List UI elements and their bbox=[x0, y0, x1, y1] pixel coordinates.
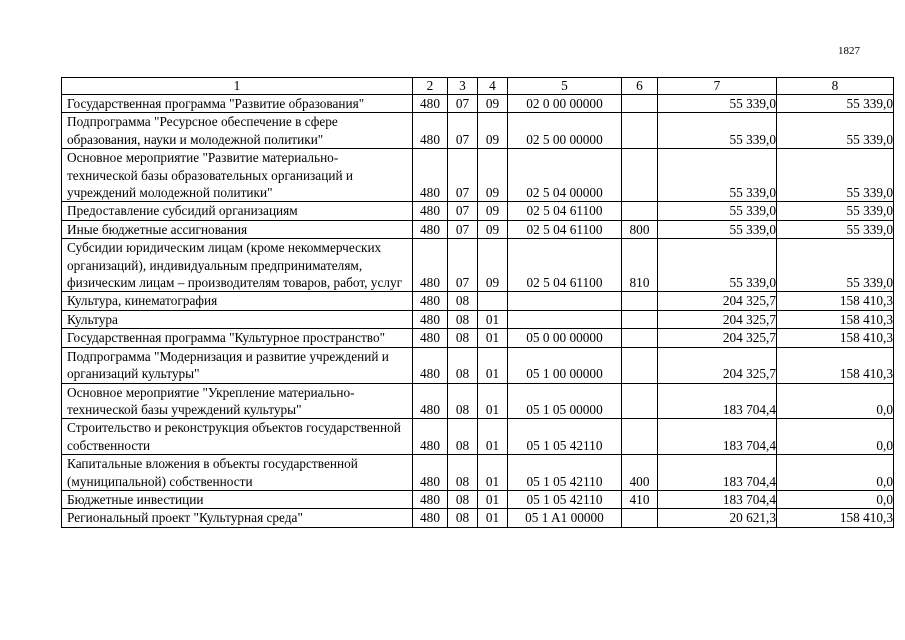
row-name-cell: Капитальные вложения в объекты государственной (муниципальной) собственности bbox=[62, 455, 413, 491]
section-code-cell: 08 bbox=[448, 347, 478, 383]
row-name-cell: Подпрограмма "Ресурсное обеспечение в сфере образования, науки и молодежной политики" bbox=[62, 113, 413, 149]
section-code-cell: 08 bbox=[448, 419, 478, 455]
ved-code-cell: 480 bbox=[413, 347, 448, 383]
expense-type-cell bbox=[622, 95, 658, 113]
amount-1-cell: 55 339,0 bbox=[658, 95, 777, 113]
row-name-cell: Подпрограмма "Модернизация и развитие учреждений и организаций культуры" bbox=[62, 347, 413, 383]
expense-type-cell: 810 bbox=[622, 239, 658, 292]
ved-code-cell: 480 bbox=[413, 113, 448, 149]
ved-code-cell: 480 bbox=[413, 329, 448, 347]
amount-2-cell: 55 339,0 bbox=[777, 202, 894, 220]
ved-code-cell: 480 bbox=[413, 239, 448, 292]
subsection-code-cell bbox=[478, 292, 508, 310]
section-code-cell: 08 bbox=[448, 292, 478, 310]
ved-code-cell: 480 bbox=[413, 95, 448, 113]
row-name-cell: Культура bbox=[62, 310, 413, 328]
subsection-code-cell: 09 bbox=[478, 149, 508, 202]
header-cell: 5 bbox=[508, 78, 622, 95]
section-code-cell: 07 bbox=[448, 95, 478, 113]
amount-1-cell: 20 621,3 bbox=[658, 509, 777, 527]
section-code-cell: 07 bbox=[448, 113, 478, 149]
amount-1-cell: 55 339,0 bbox=[658, 149, 777, 202]
subsection-code-cell: 01 bbox=[478, 383, 508, 419]
ved-code-cell: 480 bbox=[413, 383, 448, 419]
ved-code-cell: 480 bbox=[413, 509, 448, 527]
subsection-code-cell: 01 bbox=[478, 310, 508, 328]
target-article-cell: 02 5 04 61100 bbox=[508, 239, 622, 292]
target-article-cell: 05 1 A1 00000 bbox=[508, 509, 622, 527]
amount-1-cell: 204 325,7 bbox=[658, 310, 777, 328]
amount-1-cell: 55 339,0 bbox=[658, 202, 777, 220]
table-row bbox=[62, 95, 894, 113]
header-cell: 1 bbox=[62, 78, 413, 95]
subsection-code-cell: 01 bbox=[478, 455, 508, 491]
header-cell: 3 bbox=[448, 78, 478, 95]
target-article-cell: 05 1 05 42110 bbox=[508, 455, 622, 491]
amount-1-cell: 183 704,4 bbox=[658, 490, 777, 508]
table-row bbox=[62, 310, 894, 328]
row-name-cell: Основное мероприятие "Развитие материально-технической базы образовательных организаций и учреждений молодежной политики" bbox=[62, 149, 413, 202]
target-article-cell bbox=[508, 310, 622, 328]
header-cell: 4 bbox=[478, 78, 508, 95]
target-article-cell: 02 0 00 00000 bbox=[508, 95, 622, 113]
ved-code-cell: 480 bbox=[413, 455, 448, 491]
section-code-cell: 07 bbox=[448, 202, 478, 220]
header-cell: 7 bbox=[658, 78, 777, 95]
subsection-code-cell: 09 bbox=[478, 220, 508, 238]
target-article-cell: 02 5 04 61100 bbox=[508, 202, 622, 220]
expense-type-cell bbox=[622, 347, 658, 383]
expense-type-cell bbox=[622, 509, 658, 527]
amount-2-cell: 55 339,0 bbox=[777, 113, 894, 149]
amount-2-cell: 158 410,3 bbox=[777, 292, 894, 310]
amount-2-cell: 158 410,3 bbox=[777, 509, 894, 527]
section-code-cell: 08 bbox=[448, 383, 478, 419]
amount-2-cell: 55 339,0 bbox=[777, 220, 894, 238]
row-name-cell: Субсидии юридическим лицам (кроме некоммерческих организаций), индивидуальным предпринимателям, физическим лицам – производителям товаров, работ, услуг bbox=[62, 239, 413, 292]
subsection-code-cell: 01 bbox=[478, 347, 508, 383]
table-row bbox=[62, 383, 894, 419]
row-name-cell: Культура, кинематография bbox=[62, 292, 413, 310]
target-article-cell: 05 1 05 42110 bbox=[508, 419, 622, 455]
subsection-code-cell: 09 bbox=[478, 202, 508, 220]
page-number: 1827 bbox=[838, 45, 860, 57]
ved-code-cell: 480 bbox=[413, 149, 448, 202]
amount-2-cell: 55 339,0 bbox=[777, 149, 894, 202]
expense-type-cell bbox=[622, 292, 658, 310]
amount-2-cell: 0,0 bbox=[777, 383, 894, 419]
table-row bbox=[62, 455, 894, 491]
amount-1-cell: 55 339,0 bbox=[658, 239, 777, 292]
row-name-cell: Основное мероприятие "Укрепление материально-технической базы учреждений культуры" bbox=[62, 383, 413, 419]
amount-1-cell: 183 704,4 bbox=[658, 419, 777, 455]
table-row bbox=[62, 220, 894, 238]
expense-type-cell bbox=[622, 329, 658, 347]
expense-type-cell bbox=[622, 419, 658, 455]
target-article-cell bbox=[508, 292, 622, 310]
ved-code-cell: 480 bbox=[413, 292, 448, 310]
amount-2-cell: 0,0 bbox=[777, 490, 894, 508]
section-code-cell: 08 bbox=[448, 310, 478, 328]
row-name-cell: Государственная программа "Культурное пространство" bbox=[62, 329, 413, 347]
section-code-cell: 08 bbox=[448, 509, 478, 527]
header-cell: 2 bbox=[413, 78, 448, 95]
amount-2-cell: 158 410,3 bbox=[777, 310, 894, 328]
amount-1-cell: 55 339,0 bbox=[658, 113, 777, 149]
ved-code-cell: 480 bbox=[413, 202, 448, 220]
subsection-code-cell: 01 bbox=[478, 419, 508, 455]
row-name-cell: Региональный проект "Культурная среда" bbox=[62, 509, 413, 527]
amount-2-cell: 158 410,3 bbox=[777, 329, 894, 347]
section-code-cell: 08 bbox=[448, 490, 478, 508]
subsection-code-cell: 01 bbox=[478, 490, 508, 508]
expense-type-cell bbox=[622, 310, 658, 328]
budget-table bbox=[61, 77, 894, 528]
amount-1-cell: 204 325,7 bbox=[658, 347, 777, 383]
expense-type-cell: 800 bbox=[622, 220, 658, 238]
expense-type-cell bbox=[622, 113, 658, 149]
subsection-code-cell: 09 bbox=[478, 113, 508, 149]
amount-1-cell: 204 325,7 bbox=[658, 292, 777, 310]
table-row bbox=[62, 292, 894, 310]
amount-2-cell: 158 410,3 bbox=[777, 347, 894, 383]
table-row bbox=[62, 490, 894, 508]
table-row bbox=[62, 509, 894, 527]
header-cell: 8 bbox=[777, 78, 894, 95]
amount-2-cell: 0,0 bbox=[777, 455, 894, 491]
section-code-cell: 07 bbox=[448, 149, 478, 202]
amount-2-cell: 0,0 bbox=[777, 419, 894, 455]
expense-type-cell bbox=[622, 383, 658, 419]
expense-type-cell: 410 bbox=[622, 490, 658, 508]
target-article-cell: 02 5 00 00000 bbox=[508, 113, 622, 149]
header-cell: 6 bbox=[622, 78, 658, 95]
amount-1-cell: 55 339,0 bbox=[658, 220, 777, 238]
row-name-cell: Государственная программа "Развитие образования" bbox=[62, 95, 413, 113]
row-name-cell: Бюджетные инвестиции bbox=[62, 490, 413, 508]
ved-code-cell: 480 bbox=[413, 220, 448, 238]
table-row bbox=[62, 419, 894, 455]
section-code-cell: 08 bbox=[448, 329, 478, 347]
table-body bbox=[62, 78, 894, 528]
table-row bbox=[62, 347, 894, 383]
amount-1-cell: 204 325,7 bbox=[658, 329, 777, 347]
target-article-cell: 05 1 05 42110 bbox=[508, 490, 622, 508]
amount-2-cell: 55 339,0 bbox=[777, 95, 894, 113]
subsection-code-cell: 09 bbox=[478, 95, 508, 113]
table-row bbox=[62, 149, 894, 202]
table-row bbox=[62, 113, 894, 149]
section-code-cell: 08 bbox=[448, 455, 478, 491]
table-row bbox=[62, 239, 894, 292]
row-name-cell: Строительство и реконструкция объектов государственной собственности bbox=[62, 419, 413, 455]
amount-1-cell: 183 704,4 bbox=[658, 455, 777, 491]
table-row bbox=[62, 202, 894, 220]
expense-type-cell: 400 bbox=[622, 455, 658, 491]
target-article-cell: 05 1 00 00000 bbox=[508, 347, 622, 383]
subsection-code-cell: 09 bbox=[478, 239, 508, 292]
row-name-cell: Иные бюджетные ассигнования bbox=[62, 220, 413, 238]
ved-code-cell: 480 bbox=[413, 310, 448, 328]
target-article-cell: 05 0 00 00000 bbox=[508, 329, 622, 347]
subsection-code-cell: 01 bbox=[478, 509, 508, 527]
header-row bbox=[62, 78, 894, 95]
ved-code-cell: 480 bbox=[413, 490, 448, 508]
row-name-cell: Предоставление субсидий организациям bbox=[62, 202, 413, 220]
section-code-cell: 07 bbox=[448, 239, 478, 292]
subsection-code-cell: 01 bbox=[478, 329, 508, 347]
target-article-cell: 05 1 05 00000 bbox=[508, 383, 622, 419]
amount-2-cell: 55 339,0 bbox=[777, 239, 894, 292]
expense-type-cell bbox=[622, 202, 658, 220]
expense-type-cell bbox=[622, 149, 658, 202]
section-code-cell: 07 bbox=[448, 220, 478, 238]
ved-code-cell: 480 bbox=[413, 419, 448, 455]
target-article-cell: 02 5 04 61100 bbox=[508, 220, 622, 238]
table-row bbox=[62, 329, 894, 347]
target-article-cell: 02 5 04 00000 bbox=[508, 149, 622, 202]
amount-1-cell: 183 704,4 bbox=[658, 383, 777, 419]
